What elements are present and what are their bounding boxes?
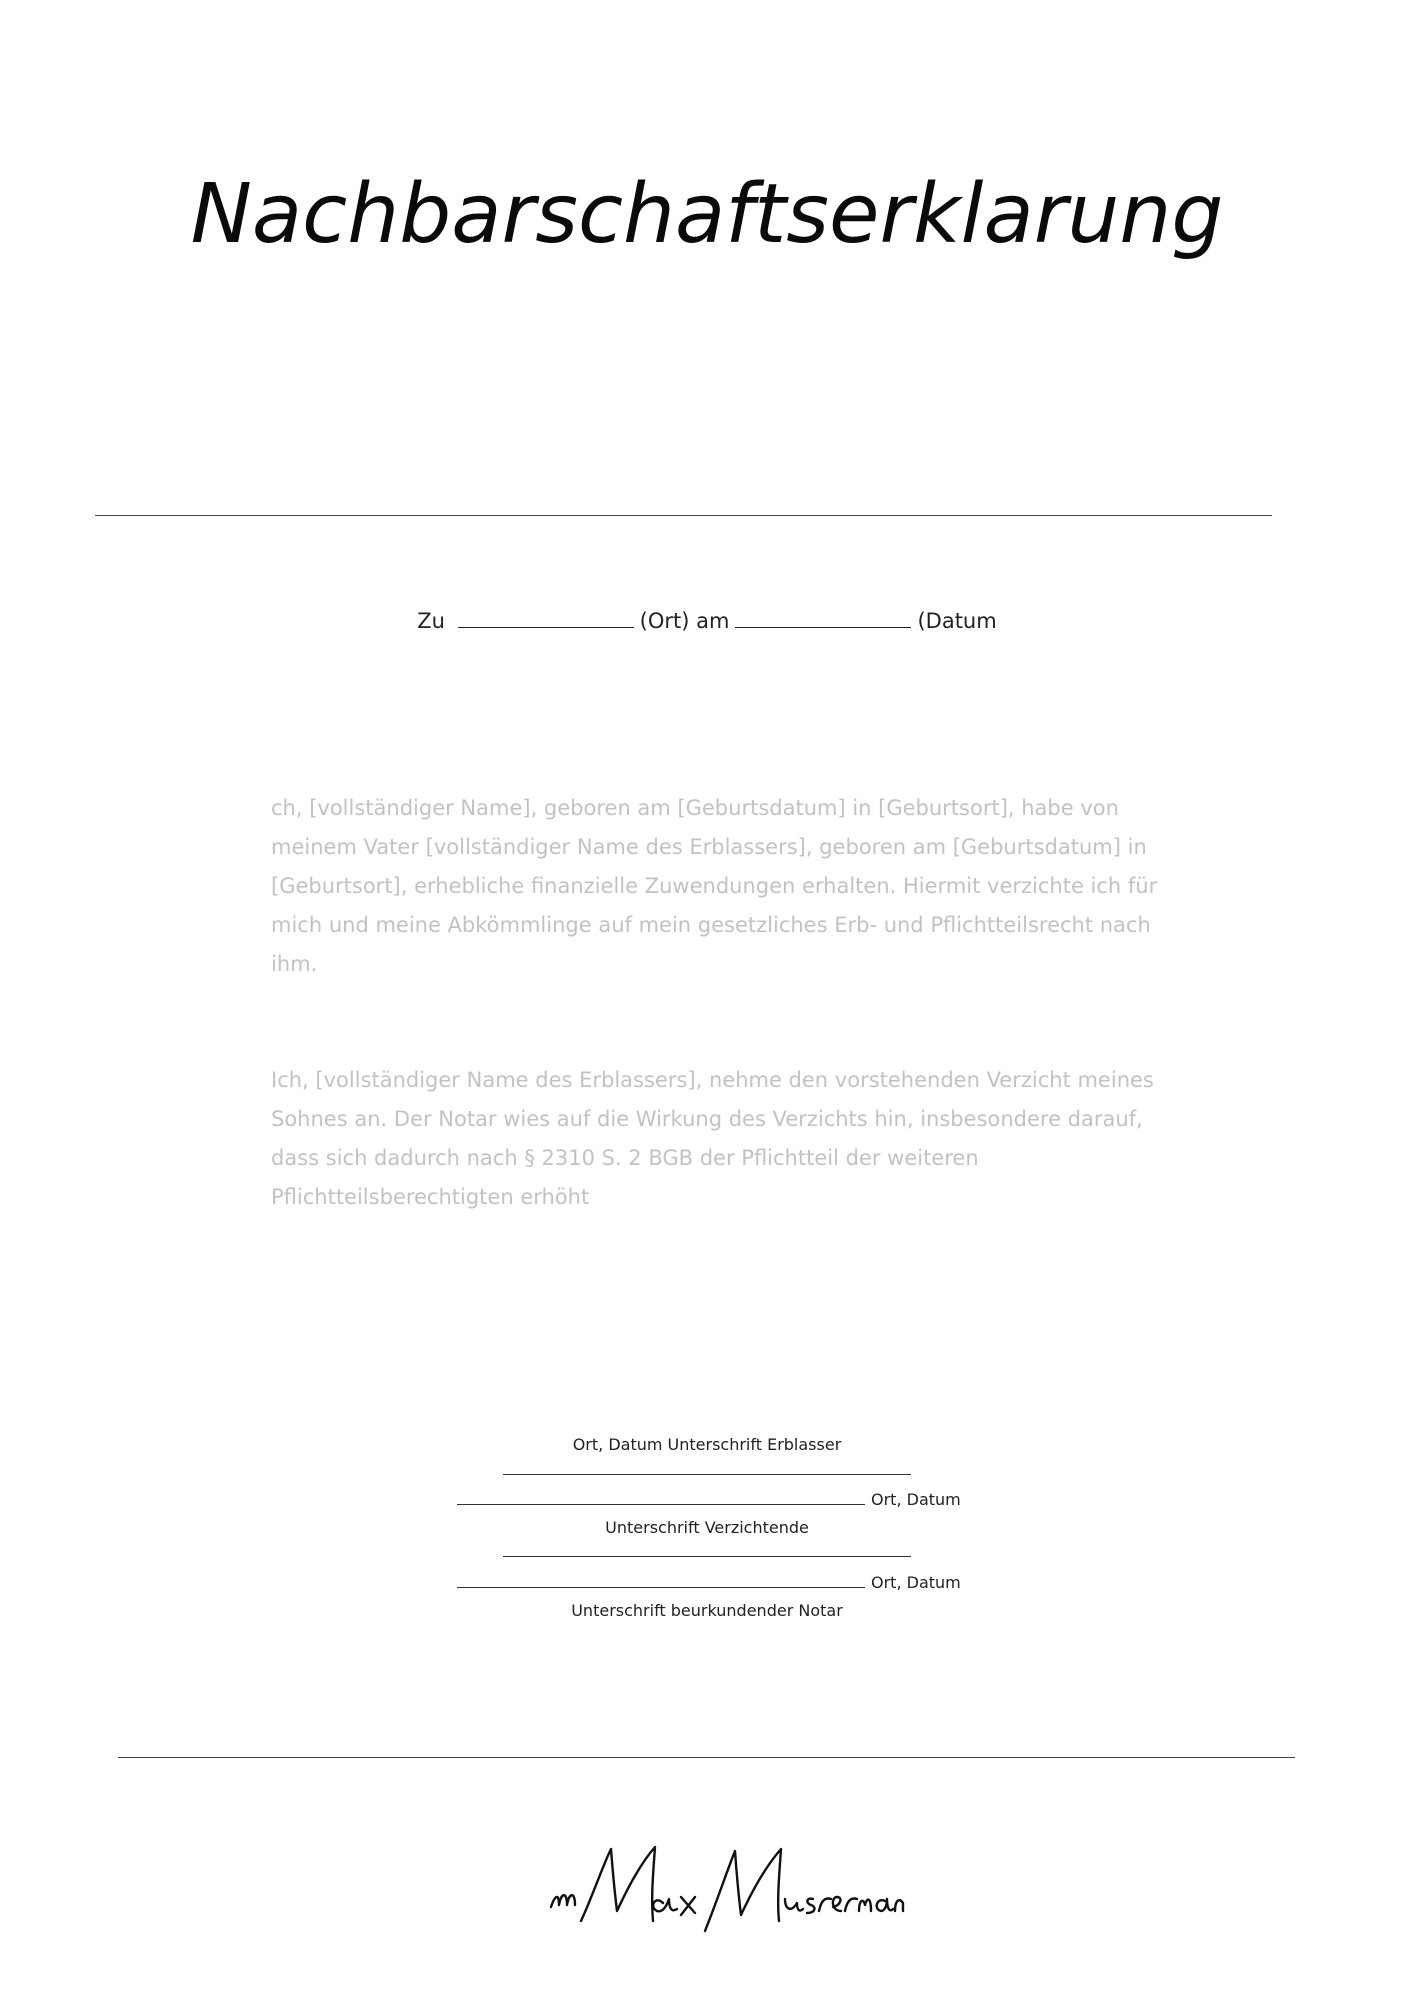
ort-datum-label-1: Ort, Datum [871, 1490, 961, 1509]
ort-label: (Ort) am [639, 609, 730, 633]
bottom-divider [118, 1757, 1295, 1758]
top-divider [95, 515, 1272, 516]
signature-label-notar: Unterschrift beurkundender Notar [571, 1601, 843, 1620]
signature-row-2 [457, 1572, 961, 1594]
datum-label: (Datum [917, 609, 997, 633]
signature-underline-2 [457, 1489, 865, 1505]
ort-blank [458, 607, 634, 628]
signature-underline-4 [457, 1572, 865, 1588]
signature-label-verzichtende: Unterschrift Verzichtende [605, 1518, 809, 1537]
signature-label-erblasser: Ort, Datum Unterschrift Erblasser [572, 1435, 842, 1454]
signature-row-1 [457, 1489, 961, 1511]
document-title: Nachbarschaftserklarung [190, 167, 1224, 262]
paragraph-waiver: ch, [vollständiger Name], geboren am [Geburtsdatum] in [Geburtsort], habe von meinem Vater [vollständiger Name des Erblassers], geboren am [Geburtsdatum] in [Geburtsort], erhebliche finanzielle Zuwendungen erhalten. Hiermit verzichte ich für mich und meine Abkömmlinge auf mein gesetzliches Erb- und Pflichtteilsrecht nach ihm. [271, 796, 1158, 976]
signature-underline-1 [0, 1459, 1414, 1481]
datum-blank [735, 607, 911, 628]
paragraph-acceptance: Ich, [vollständiger Name des Erblassers], nehme den vorstehenden Verzicht meines Sohnes an. Der Notar wies auf die Wirkung des Verzichts hin, insbesondere darauf, dass sich dadurch nach § 2310 S. 2 BGB der Pflichtteil der weiteren Pflichtteilsberechtigten erhöht [271, 1068, 1154, 1209]
handwritten-signature [545, 1835, 905, 1945]
ort-datum-label-2: Ort, Datum [871, 1573, 961, 1592]
place-date-line [0, 606, 1414, 636]
signature-underline-3 [0, 1541, 1414, 1563]
place-date-prefix: Zu [417, 609, 445, 633]
